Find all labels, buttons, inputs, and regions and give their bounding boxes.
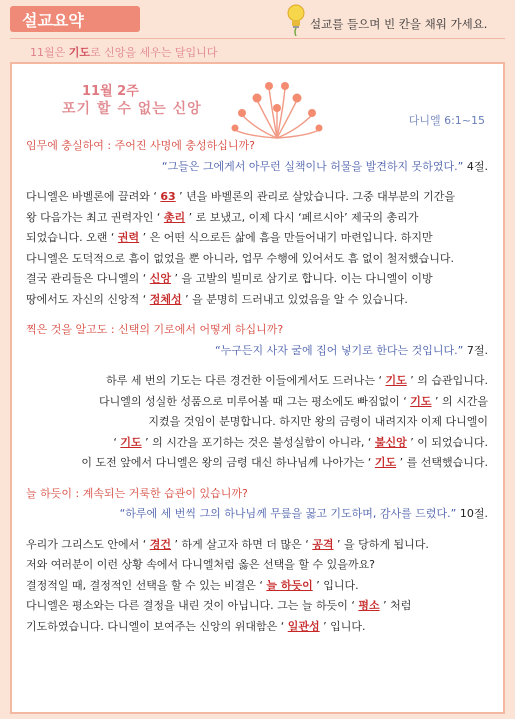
body-line	[26, 412, 488, 433]
line-text: ’ 의 시간을	[431, 394, 488, 408]
line-text: ’ 을 고발의 빌미로 삼기로 합니다. 이는 다니엘이 이방	[171, 272, 433, 285]
line-text: ’ 을 분명히 드러내고 있었음을 알 수 있습니다.	[181, 292, 408, 306]
body-line	[26, 596, 488, 617]
line-text: 기도하였습니다. 다니엘이 보여주는 신앙의 위대함은 ‘	[26, 619, 288, 633]
sermon-card	[10, 62, 505, 714]
fill-in-answer: 공격	[312, 537, 334, 551]
fill-in-answer: 경건	[149, 537, 172, 551]
fill-in-answer: 정체성	[149, 292, 182, 306]
sermon-title: 포기 할 수 없는 신앙	[62, 101, 202, 117]
line-text: 땅에서도 자신의 신앙적 ‘	[26, 292, 150, 306]
section-3-heading: 늘 하듯이 : 계속되는 거룩한 습관이 있습니까?	[26, 486, 248, 500]
line-text: 지켰을 것임이 분명합니다. 하지만 왕의 금령이 내려지자 이제 다니엘이	[148, 415, 488, 428]
header-note: 설교를 들으며 빈 칸을 채워 가세요.	[310, 17, 488, 31]
body-line	[26, 208, 488, 229]
line-text: ’ 입니다.	[319, 619, 366, 633]
body-line	[26, 453, 488, 474]
line-text: ’ 하게 살고자 하면 더 많은 ‘	[171, 537, 313, 551]
body-line	[26, 576, 488, 597]
line-text: ’ 의 시간을 포기하는 것은 불성실함이 아니라, ‘	[141, 435, 375, 449]
fill-in-answer: 63	[160, 190, 176, 203]
line-text: 결국 관리들은 다니엘의 ‘	[26, 272, 150, 285]
line-text: 다니엘의 성실한 성품으로 미루어볼 때 그는 평소에도 빠짐없이 ‘	[98, 394, 411, 408]
line-text: ’ 를 선택했습니다.	[396, 456, 488, 469]
line-text: 하루 세 번의 기도는 다른 경건한 이들에게서도 드러나는 ‘	[106, 374, 386, 387]
flower-illustration-icon	[227, 70, 327, 140]
line-text: 다니엘은 평소와는 다른 결정을 내린 것이 아닙니다. 그는 늘 하듯이 ‘	[26, 599, 359, 612]
fill-in-answer: 총리	[163, 210, 186, 224]
fill-in-answer: 일관성	[287, 619, 320, 633]
line-text: ’ 로 보냈고, 이제 다시 ‘페르시아’ 제국의 총리가	[185, 210, 419, 224]
line-text: ‘	[113, 435, 121, 449]
line-text: ’ 처럼	[379, 599, 412, 612]
section-1-body	[26, 187, 488, 310]
body-line	[26, 269, 488, 290]
line-text: ’ 의 습관입니다.	[406, 374, 488, 387]
section-3-body	[26, 535, 488, 638]
line-text: ’ 은 어떤 식으로든 삶에 흠을 만들어내기 마련입니다. 하지만	[139, 231, 433, 244]
sermon-content	[26, 136, 488, 637]
body-line	[26, 187, 488, 208]
fill-in-answer: 늘 하듯이	[266, 578, 313, 592]
body-line	[26, 371, 488, 392]
body-line	[26, 535, 488, 556]
line-text: 결정적일 때, 결정적인 선택을 할 수 있는 비결은 ‘	[26, 578, 267, 592]
line-text: ’ 이 되었습니다.	[406, 435, 488, 449]
section-3-quote: “하루에 세 번씩 그의 하나님께 무릎을 꿇고 기도하며, 감사를 드렸다.” 10절.	[119, 507, 488, 520]
scripture-reference: 다니엘 6:1~15	[408, 114, 485, 127]
section-1-heading: 임무에 충실하여 : 주어진 사명에 충성하십니까?	[26, 139, 255, 152]
fill-in-answer: 불신앙	[374, 435, 407, 449]
fill-in-answer: 기도	[374, 456, 397, 469]
line-text: ’ 년을 바벨론의 관리로 살았습니다. 그중 대부분의 기간을	[175, 190, 456, 203]
header-divider	[10, 38, 505, 39]
lightbulb-icon	[284, 2, 308, 36]
fill-in-answer: 신앙	[149, 272, 172, 285]
line-text: ’ 입니다.	[312, 578, 359, 592]
body-line	[26, 617, 488, 638]
line-text: 다니엘은 도덕적으로 흠이 없었을 뿐 아니라, 업무 수행에 있어서도 흠 없이 철저했습니다.	[26, 251, 454, 265]
fill-in-answer: 기도	[410, 394, 432, 408]
section-1-quote: “그들은 그에게서 아무런 실책이나 허물을 발견하지 못하였다.” 4절.	[161, 159, 488, 173]
fill-in-answer: 기도	[120, 435, 142, 449]
body-line	[26, 249, 488, 270]
body-line	[26, 228, 488, 249]
month-subtitle: 11월은 기도로 신앙을 세우는 달입니다	[30, 46, 218, 59]
line-text: 왕 다음가는 최고 권력자인 ‘	[26, 210, 164, 224]
line-text: 다니엘은 바벨론에 끌려와 ‘	[26, 190, 161, 203]
section-2-quote: “누구든지 사자 굴에 집어 넣기로 한다는 것입니다.” 7절.	[214, 343, 488, 357]
section-tag: 설교요약	[10, 6, 140, 32]
section-2-body	[26, 371, 488, 474]
body-line	[26, 392, 488, 413]
body-line	[26, 290, 488, 311]
line-text: 이 도전 앞에서 다니엘은 왕의 금령 대신 하나님께 나아가는 ‘	[81, 456, 375, 469]
fill-in-answer: 권력	[117, 231, 140, 244]
line-text: ’ 을 당하게 됩니다.	[333, 537, 429, 551]
fill-in-answer: 평소	[358, 599, 380, 612]
line-text: 저와 여러분이 이런 상황 속에서 다니엘처럼 옳은 선택을 할 수 있을까요?	[26, 558, 375, 571]
fill-in-answer: 기도	[385, 374, 407, 387]
week-label: 11월 2주	[82, 84, 139, 99]
line-text: 우리가 그리스도 안에서 ‘	[26, 537, 150, 551]
section-2-heading: 찍은 것을 알고도 : 신택의 기로에서 어떻게 하십니까?	[26, 323, 284, 336]
line-text: 되었습니다. 오랜 ‘	[26, 231, 118, 244]
body-line	[26, 555, 488, 576]
body-line	[26, 433, 488, 454]
